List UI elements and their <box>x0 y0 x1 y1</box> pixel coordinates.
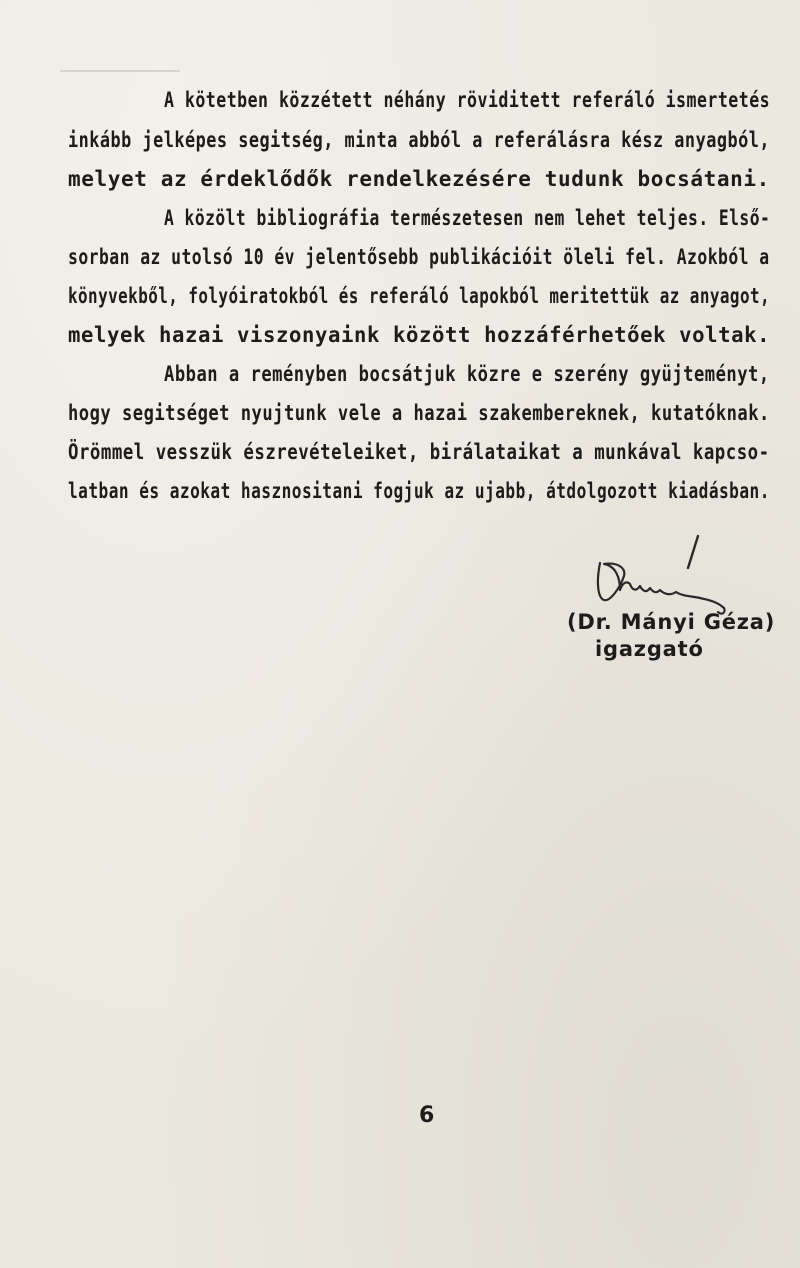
paragraph-1-line-1: A kötetben közzétett néhány röviditett referáló ismertetés <box>164 88 771 112</box>
handwritten-signature <box>590 528 730 618</box>
signatory-name: (Dr. Mányi Géza) <box>567 610 776 634</box>
paragraph-3-line-3: Örömmel vesszük észrevételeiket, birálataikat a munkával kapcso- <box>68 440 770 464</box>
paragraph-2-line-2: sorban az utolsó 10 év jelentősebb publikációit öleli fel. Azokból a <box>68 245 770 269</box>
paragraph-3-line-4: latban és azokat hasznositani fogjuk az ujabb, átdolgozott kiadásban. <box>68 479 770 503</box>
signatory-title: igazgató <box>595 637 704 661</box>
paragraph-1-line-2: inkább jelképes segitség, minta abból a referálásra kész anyagból, <box>68 128 771 152</box>
paragraph-1-line-3: melyet az érdeklődők rendelkezésére tudunk bocsátani. <box>68 167 770 191</box>
paragraph-2-line-1: A közölt bibliográfia természetesen nem lehet teljes. Első- <box>164 206 771 230</box>
scan-edge-mark <box>60 70 180 72</box>
paragraph-3-line-2: hogy segitséget nyujtunk vele a hazai szakembereknek, kutatóknak. <box>68 401 770 425</box>
page-number: 6 <box>419 1103 435 1128</box>
paragraph-3-line-1: Abban a reményben bocsátjuk közre e szerény gyüjteményt, <box>164 362 770 386</box>
paragraph-2-line-3: könyvekből, folyóiratokból és referáló lapokból meritettük az anyagot, <box>68 284 771 308</box>
paragraph-2-line-4: melyek hazai viszonyaink között hozzáférhetőek voltak. <box>68 323 771 347</box>
